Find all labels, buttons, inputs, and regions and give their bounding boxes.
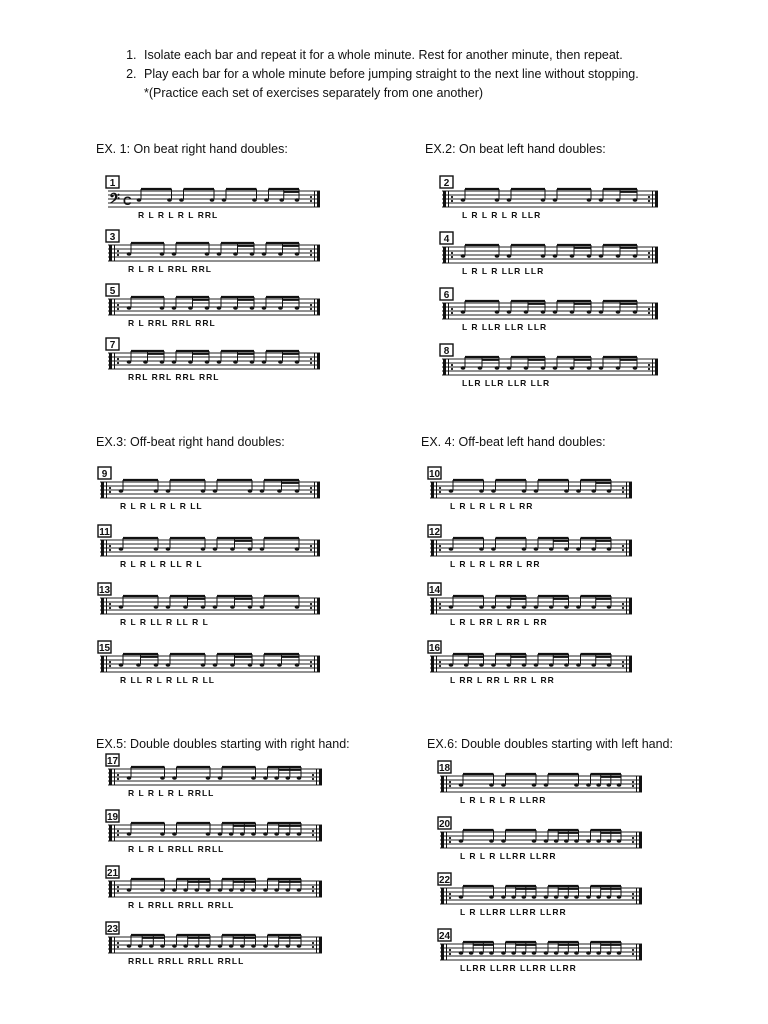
repeat-thick-bar	[441, 888, 444, 904]
repeat-dot	[310, 362, 312, 364]
repeat-dot	[449, 841, 451, 843]
bar-number: 1	[109, 178, 116, 189]
sticking-label: R L R L R L R LL	[120, 501, 203, 511]
repeat-dot	[439, 491, 441, 493]
repeat-dot	[449, 785, 451, 787]
repeat-thick-bar	[317, 482, 320, 498]
drum-staff	[436, 928, 648, 980]
repeat-dot	[117, 890, 119, 892]
repeat-thick-bar	[109, 299, 112, 315]
bar-number: 13	[98, 585, 111, 596]
repeat-thick-bar	[319, 881, 322, 897]
repeat-dot	[648, 368, 650, 370]
drum-staff	[96, 582, 326, 634]
repeat-thick-bar	[629, 598, 632, 614]
repeat-thick-bar	[317, 598, 320, 614]
repeat-dot	[109, 549, 111, 551]
sticking-label: R L R L R L RRLL	[128, 788, 215, 798]
repeat-dot	[451, 312, 453, 314]
repeat-thick-bar	[317, 191, 320, 207]
drum-staff	[438, 175, 664, 227]
drum-staff	[96, 524, 326, 576]
drum-staff	[436, 872, 648, 924]
repeat-dot	[449, 953, 451, 955]
drum-staff	[438, 343, 664, 395]
instructions-list	[118, 46, 738, 103]
repeat-dot	[439, 665, 441, 667]
repeat-dot	[622, 549, 624, 551]
repeat-dot	[117, 254, 119, 256]
repeat-dot	[310, 491, 312, 493]
sticking-label: R L R LL R LL R L	[120, 617, 209, 627]
repeat-dot	[117, 778, 119, 780]
repeat-dot	[117, 304, 119, 306]
bar-number: 8	[443, 346, 450, 357]
repeat-dot	[648, 312, 650, 314]
repeat-thick-bar	[109, 245, 112, 261]
repeat-thick-bar	[319, 937, 322, 953]
repeat-dot	[648, 196, 650, 198]
sticking-label: RRLL RRLL RRLL RRLL	[128, 956, 245, 966]
sticking-label: L R L R L RR L RR	[450, 559, 541, 569]
bar-number: 22	[438, 875, 451, 886]
repeat-dot	[117, 946, 119, 948]
repeat-dot	[439, 603, 441, 605]
bar-number: 15	[98, 643, 111, 654]
bar-number: 6	[443, 290, 450, 301]
repeat-dot	[449, 893, 451, 895]
repeat-thick-bar	[629, 656, 632, 672]
sticking-label: RRL RRL RRL RRL	[128, 372, 220, 382]
drum-staff	[426, 582, 638, 634]
repeat-thick-bar	[431, 482, 434, 498]
repeat-dot	[310, 250, 312, 252]
repeat-dot	[648, 200, 650, 202]
repeat-thick-bar	[317, 656, 320, 672]
ex4-title: EX. 4: Off-beat left hand doubles:	[421, 435, 606, 449]
repeat-thick-bar	[441, 944, 444, 960]
drum-staff	[438, 287, 664, 339]
instruction-item-2: 2. Play each bar for a whole minute before jumping straight to the next line without stopping.	[140, 65, 738, 84]
bar-number: 23	[106, 924, 119, 935]
practice-note: *(Practice each set of exercises separately from one another)	[144, 86, 484, 100]
repeat-thick-bar	[317, 540, 320, 556]
repeat-dot	[622, 491, 624, 493]
repeat-dot	[117, 358, 119, 360]
sticking-label: L R L R LLRR LLRR	[460, 851, 557, 861]
repeat-dot	[117, 362, 119, 364]
repeat-dot	[632, 893, 634, 895]
repeat-thick-bar	[639, 832, 642, 848]
drum-staff	[104, 229, 326, 281]
repeat-dot	[312, 946, 314, 948]
repeat-dot	[632, 837, 634, 839]
repeat-dot	[648, 308, 650, 310]
repeat-dot	[109, 665, 111, 667]
repeat-dot	[310, 254, 312, 256]
sticking-label: R L R L RRLL RRLL	[128, 844, 225, 854]
repeat-dot	[310, 607, 312, 609]
repeat-dot	[117, 774, 119, 776]
repeat-thick-bar	[655, 303, 658, 319]
repeat-dot	[117, 830, 119, 832]
sticking-label: L R LLR LLR LLR	[462, 322, 548, 332]
repeat-dot	[439, 607, 441, 609]
repeat-dot	[622, 607, 624, 609]
drum-staff	[104, 337, 326, 389]
repeat-dot	[312, 890, 314, 892]
repeat-thick-bar	[109, 825, 112, 841]
repeat-dot	[449, 837, 451, 839]
repeat-dot	[310, 661, 312, 663]
bar-number: 10	[428, 469, 441, 480]
drum-staff	[96, 640, 326, 692]
repeat-dot	[109, 661, 111, 663]
repeat-dot	[632, 949, 634, 951]
repeat-thick-bar	[431, 540, 434, 556]
repeat-thick-bar	[319, 825, 322, 841]
sticking-label: R L R L RRL RRL	[128, 264, 212, 274]
bar-number: 12	[428, 527, 441, 538]
repeat-thick-bar	[443, 247, 446, 263]
repeat-dot	[622, 661, 624, 663]
repeat-dot	[312, 778, 314, 780]
bar-number: 2	[443, 178, 450, 189]
repeat-dot	[310, 545, 312, 547]
repeat-thick-bar	[101, 598, 104, 614]
repeat-thick-bar	[639, 944, 642, 960]
repeat-dot	[310, 487, 312, 489]
drum-staff	[426, 640, 638, 692]
bar-number: 17	[106, 756, 119, 767]
repeat-dot	[451, 364, 453, 366]
bar-number: 5	[109, 286, 116, 297]
bar-number: 21	[106, 868, 119, 879]
repeat-thick-bar	[431, 656, 434, 672]
bar-number: 24	[438, 931, 451, 942]
repeat-dot	[312, 942, 314, 944]
repeat-thick-bar	[109, 937, 112, 953]
drum-staff	[104, 865, 328, 917]
repeat-thick-bar	[319, 769, 322, 785]
repeat-dot	[449, 897, 451, 899]
repeat-dot	[109, 607, 111, 609]
repeat-dot	[310, 196, 312, 198]
sticking-label: R L RRL RRL RRL	[128, 318, 216, 328]
sticking-label: LLRR LLRR LLRR LLRR	[460, 963, 577, 973]
ex1-title: EX. 1: On beat right hand doubles:	[96, 142, 288, 156]
bass-clef: 𝄢	[109, 191, 120, 210]
drum-staff	[436, 760, 648, 812]
sticking-label: L R L RR L RR L RR	[450, 617, 548, 627]
repeat-dot	[439, 549, 441, 551]
repeat-thick-bar	[629, 540, 632, 556]
repeat-dot	[310, 308, 312, 310]
repeat-dot	[622, 487, 624, 489]
repeat-thick-bar	[317, 245, 320, 261]
repeat-thick-bar	[639, 888, 642, 904]
repeat-dot	[109, 491, 111, 493]
repeat-thick-bar	[655, 359, 658, 375]
bar-number: 18	[438, 763, 451, 774]
repeat-thick-bar	[101, 540, 104, 556]
repeat-dot	[648, 252, 650, 254]
bar-number: 14	[428, 585, 441, 596]
repeat-thick-bar	[441, 776, 444, 792]
repeat-dot	[109, 603, 111, 605]
repeat-dot	[310, 358, 312, 360]
repeat-dot	[109, 545, 111, 547]
repeat-dot	[622, 603, 624, 605]
sticking-label: L R L R L R LLR	[462, 210, 542, 220]
repeat-dot	[449, 949, 451, 951]
repeat-dot	[310, 200, 312, 202]
repeat-thick-bar	[629, 482, 632, 498]
common-time: C	[123, 194, 132, 208]
repeat-dot	[310, 304, 312, 306]
sticking-label: L R L R LLR LLR	[462, 266, 545, 276]
bar-number: 3	[109, 232, 116, 243]
repeat-dot	[451, 256, 453, 258]
repeat-dot	[451, 196, 453, 198]
repeat-thick-bar	[317, 299, 320, 315]
repeat-dot	[117, 942, 119, 944]
sticking-label: LLR LLR LLR LLR	[462, 378, 551, 388]
drum-staff	[436, 816, 648, 868]
ex3-title: EX.3: Off-beat right hand doubles:	[96, 435, 285, 449]
drum-staff	[104, 283, 326, 335]
repeat-thick-bar	[639, 776, 642, 792]
sticking-label: R LL R L R LL R LL	[120, 675, 215, 685]
drum-staff	[104, 921, 328, 973]
bar-number: 7	[109, 340, 116, 351]
repeat-thick-bar	[655, 191, 658, 207]
repeat-dot	[449, 781, 451, 783]
repeat-dot	[312, 830, 314, 832]
repeat-thick-bar	[443, 191, 446, 207]
repeat-dot	[117, 834, 119, 836]
bar-number: 9	[101, 469, 108, 480]
drum-staff	[426, 524, 638, 576]
drum-staff	[104, 175, 326, 227]
repeat-dot	[451, 252, 453, 254]
bar-number: 19	[106, 812, 119, 823]
drum-staff	[104, 809, 328, 861]
repeat-dot	[117, 308, 119, 310]
bar-number: 20	[438, 819, 451, 830]
repeat-dot	[648, 364, 650, 366]
repeat-thick-bar	[443, 359, 446, 375]
repeat-thick-bar	[431, 598, 434, 614]
repeat-dot	[632, 841, 634, 843]
ex5-title: EX.5: Double doubles starting with right hand:	[96, 737, 350, 751]
sticking-label: L R LLRR LLRR LLRR	[460, 907, 567, 917]
repeat-dot	[109, 487, 111, 489]
repeat-dot	[439, 545, 441, 547]
repeat-dot	[622, 545, 624, 547]
repeat-dot	[117, 250, 119, 252]
repeat-dot	[439, 661, 441, 663]
repeat-dot	[632, 953, 634, 955]
sticking-label: R L R L R L RRL	[138, 210, 219, 220]
repeat-dot	[312, 886, 314, 888]
bar-number: 16	[428, 643, 441, 654]
repeat-thick-bar	[317, 353, 320, 369]
repeat-dot	[439, 487, 441, 489]
sticking-label: L RR L RR L RR L RR	[450, 675, 555, 685]
drum-staff	[438, 231, 664, 283]
repeat-dot	[310, 603, 312, 605]
drum-staff	[96, 466, 326, 518]
repeat-thick-bar	[109, 881, 112, 897]
repeat-thick-bar	[655, 247, 658, 263]
bar-number: 11	[99, 527, 110, 538]
repeat-dot	[632, 785, 634, 787]
ex6-title: EX.6: Double doubles starting with left hand:	[427, 737, 673, 751]
instruction-item-1: 1. Isolate each bar and repeat it for a whole minute. Rest for another minute, then repeat.	[140, 46, 738, 65]
repeat-dot	[451, 200, 453, 202]
ex2-title: EX.2: On beat left hand doubles:	[425, 142, 606, 156]
repeat-dot	[312, 774, 314, 776]
repeat-dot	[310, 549, 312, 551]
repeat-thick-bar	[109, 769, 112, 785]
repeat-dot	[312, 834, 314, 836]
repeat-dot	[622, 665, 624, 667]
sticking-label: L R L R L R L RR	[450, 501, 534, 511]
repeat-thick-bar	[443, 303, 446, 319]
repeat-dot	[632, 781, 634, 783]
repeat-thick-bar	[101, 482, 104, 498]
sticking-label: L R L R L R LLRR	[460, 795, 547, 805]
repeat-dot	[451, 368, 453, 370]
repeat-thick-bar	[441, 832, 444, 848]
repeat-thick-bar	[109, 353, 112, 369]
repeat-dot	[451, 308, 453, 310]
sticking-label: R L RRLL RRLL RRLL	[128, 900, 235, 910]
repeat-dot	[632, 897, 634, 899]
repeat-dot	[648, 256, 650, 258]
repeat-dot	[310, 665, 312, 667]
repeat-dot	[117, 886, 119, 888]
repeat-thick-bar	[101, 656, 104, 672]
drum-staff	[426, 466, 638, 518]
drum-staff	[104, 753, 328, 805]
bar-number: 4	[443, 234, 450, 245]
sticking-label: R L R L R LL R L	[120, 559, 203, 569]
